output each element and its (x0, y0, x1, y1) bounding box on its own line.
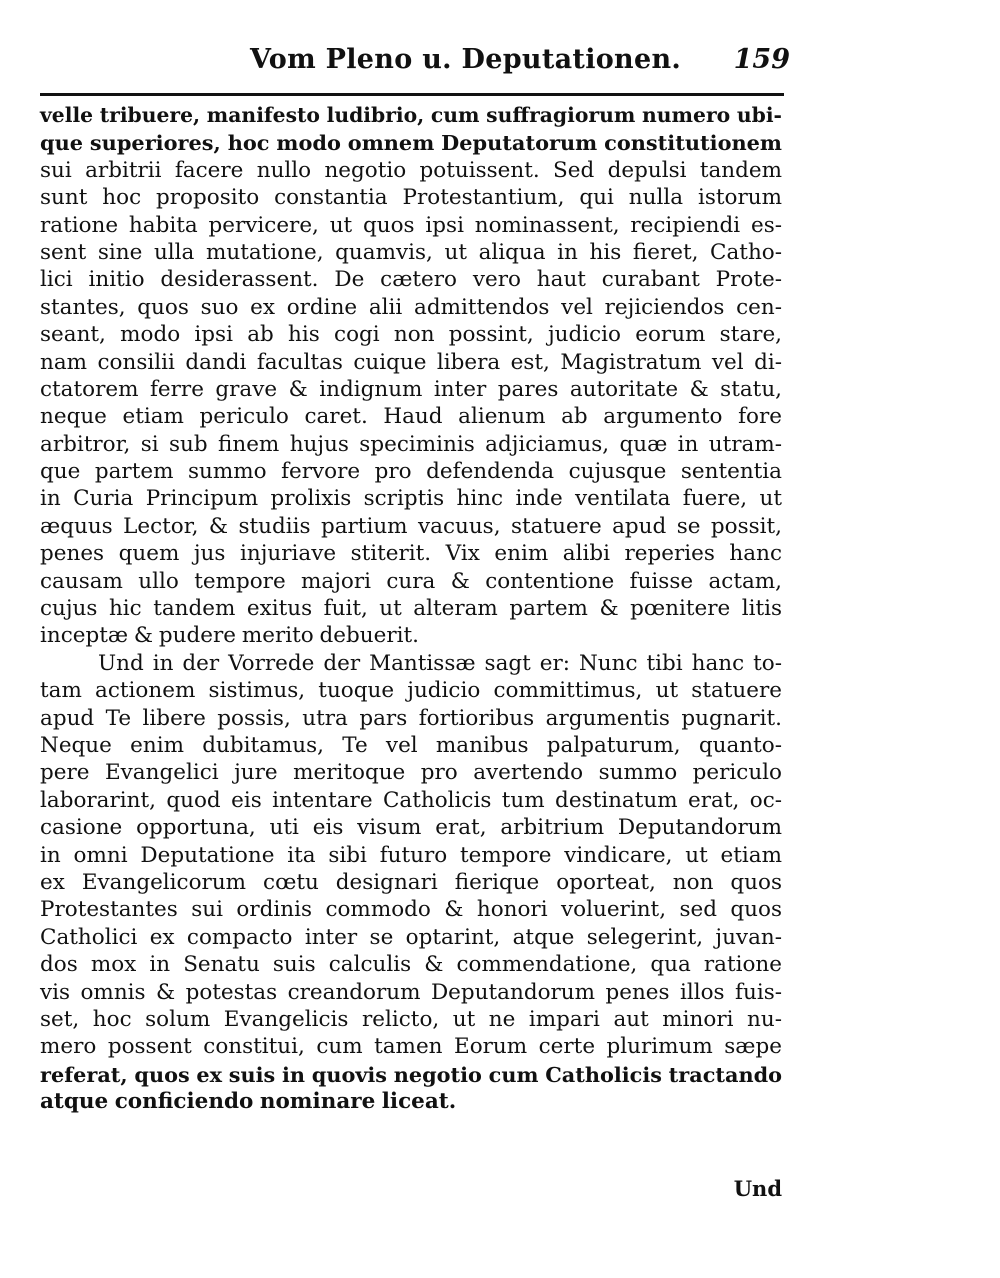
text-line: ratione habita pervicere, ut quos ipsi nominassent, recipiendi es- (40, 212, 782, 238)
text-line: ctatorem ferre grave & indignum inter pares autoritate & statu, (40, 376, 782, 402)
text-line: Neque enim dubitamus, Te vel manibus palpaturum, quanto- (40, 732, 782, 758)
text-line: dos mox in Senatu suis calculis & commendatione, qua ratione (40, 952, 782, 978)
text-line: seant, modo ipsi ab his cogi non possint, judicio eorum stare, (40, 322, 782, 348)
text-line: cujus hic tandem exitus fuit, ut alteram partem & pœnitere litis (40, 596, 782, 622)
text-line: sent sine ulla mutatione, quamvis, ut aliqua in his fieret, Catho- (40, 239, 782, 265)
running-title: Vom Pleno u. Deputationen. (250, 44, 682, 75)
text-line: Catholici ex compacto inter se optarint, atque selegerint, juvan- (40, 924, 782, 950)
text-line: pere Evangelici jure meritoque pro avertendo summo periculo (40, 760, 782, 786)
text-line: arbitror, si sub finem hujus speciminis adjiciamus, quæ in utram- (40, 431, 782, 457)
paragraph-2 (40, 650, 782, 1116)
text-line: nam consilii dandi facultas cuique libera est, Magistratum vel di- (40, 349, 782, 375)
text-line: neque etiam periculo caret. Haud alienum ab argumento fore (40, 404, 782, 430)
text-line: sunt hoc proposito constantia Protestantium, qui nulla istorum (40, 185, 782, 211)
page-number: 159 (733, 44, 790, 75)
text-line: lici initio desiderassent. De cætero vero haut curabant Prote- (40, 267, 782, 293)
text-line: set, hoc solum Evangelicis relicto, ut ne impari aut minori nu- (40, 1006, 782, 1032)
text-line: apud Te libere possis, utra pars fortioribus argumentis pugnarit. (40, 705, 782, 731)
text-line: que superiores, hoc modo omnem Deputatorum constitutionem (40, 130, 782, 156)
paragraph-1 (40, 102, 782, 650)
body-text (40, 102, 782, 1115)
text-line: atque conficiendo nominare liceat. (40, 1089, 457, 1115)
catchword: Und (733, 1176, 782, 1201)
text-line: mero possent constitui, cum tamen Eorum certe plurimum sæpe (40, 1034, 782, 1060)
text-line: stantes, quos suo ex ordine alii admittendos vel rejiciendos cen- (40, 294, 782, 320)
text-line: in omni Deputatione ita sibi futuro tempore vindicare, ut etiam (40, 842, 782, 868)
text-line: velle tribuere, manifesto ludibrio, cum suffragiorum numero ubi- (40, 103, 782, 127)
running-head (40, 44, 790, 84)
text-line: casione opportuna, uti eis visum erat, arbitrium Deputandorum (40, 815, 782, 841)
text-line: inceptæ & pudere merito debuerit. (40, 623, 419, 649)
text-line: sui arbitrii facere nullo negotio potuissent. Sed depulsi tandem (40, 157, 782, 183)
text-line: Und in der Vorrede der Mantissæ sagt er: Nunc tibi hanc to- (98, 650, 782, 676)
text-line: referat, quos ex suis in quovis negotio cum Catholicis tractando (40, 1061, 782, 1087)
text-line: penes quem jus injuriave stiterit. Vix enim alibi reperies hanc (40, 541, 782, 567)
header-rule (40, 93, 784, 96)
text-line: causam ullo tempore majori cura & contentione fuisse actam, (40, 568, 782, 594)
text-line: laborarint, quod eis intentare Catholicis tum destinatum erat, oc- (40, 787, 782, 813)
text-line: tam actionem sistimus, tuoque judicio committimus, ut statuere (40, 678, 782, 704)
text-line: que partem summo fervore pro defendenda cujusque sententia (40, 459, 782, 485)
text-line: æquus Lector, & studiis partium vacuus, statuere apud se possit, (40, 513, 782, 539)
text-line: vis omnis & potestas creandorum Deputandorum penes illos fuis- (40, 979, 782, 1005)
text-line: Protestantes sui ordinis commodo & honori voluerint, sed quos (40, 897, 782, 923)
text-line: in Curia Principum prolixis scriptis hinc inde ventilata fuere, ut (40, 486, 782, 512)
text-line: ex Evangelicorum cœtu designari fierique oporteat, non quos (40, 869, 782, 895)
